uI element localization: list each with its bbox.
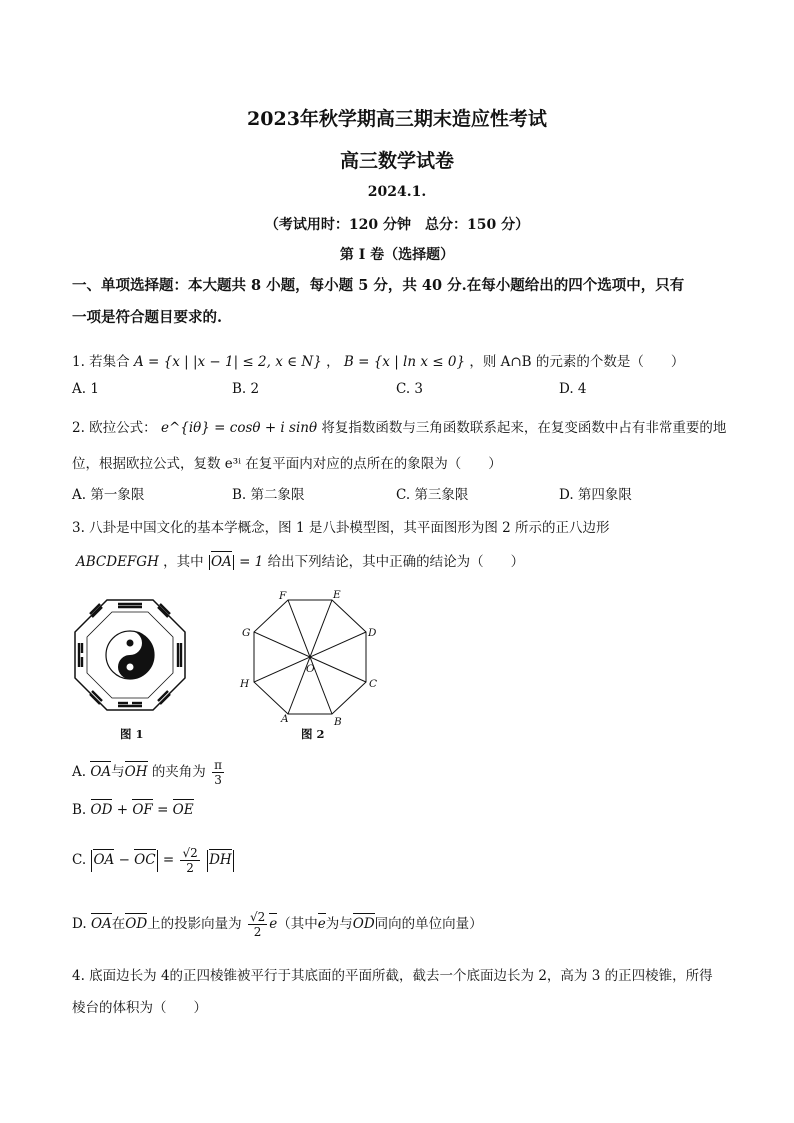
q3-mid: ，其中: [163, 554, 204, 570]
q3-option-d: [72, 910, 483, 939]
q1-comma: ，: [326, 354, 340, 370]
option-c-fraction: $\frac{√2}{2}$: [182, 846, 198, 875]
exam-title: 2023年秋学期高三期末造应性考试: [247, 108, 547, 130]
option-c-minus: −: [118, 852, 130, 868]
option-a-mid: 与: [111, 764, 125, 780]
q1-option-c: C. 3: [396, 381, 424, 397]
q3-option-a: [72, 758, 226, 787]
q3-eq: = 1: [239, 554, 264, 570]
option-c-letter: C.: [72, 852, 87, 868]
option-b-vec-2: OF: [132, 802, 153, 818]
option-c-vec-1: OA: [93, 852, 115, 868]
option-a-tail: 的夹角为: [151, 764, 206, 780]
option-c-vec-2: OC: [134, 852, 156, 868]
vertex-h: H: [240, 678, 250, 690]
exam-subtitle: 高三数学试卷: [339, 150, 454, 172]
option-b-plus: +: [116, 802, 129, 818]
option-a-vec-2: OH: [124, 764, 148, 780]
option-b-vec-3: OE: [172, 802, 194, 818]
question-2-line1: [72, 416, 726, 436]
q1-suffix: ，则 A∩B 的元素的个数是（ ）: [469, 354, 685, 370]
vertex-f: F: [279, 590, 287, 602]
option-b-eq: =: [157, 802, 169, 818]
option-d-unit-vec: e: [269, 916, 278, 932]
q1-option-a: A. 1: [72, 381, 99, 397]
q2-option-a: A. 第一象限: [72, 487, 145, 503]
q1-set-a: A = {x | |x − 1| ≤ 2, x ∈ N}: [133, 354, 322, 370]
exam-info: （考试用时：120 分钟 总分：150 分）: [264, 217, 530, 233]
option-c-eq: =: [162, 852, 175, 868]
q3-vec-oa: OA: [210, 554, 232, 570]
option-d-vec-2: OD: [125, 916, 148, 932]
volume-heading: 第 I 卷（选择题）: [339, 247, 455, 263]
option-d-fraction: $\frac{√2}{2}$: [249, 910, 266, 939]
figure-1-label: 图 1: [120, 727, 144, 741]
section-intro-line1: 一、单项选择题：本大题共 8 小题，每小题 5 分，共 40 分.在每小题给出的四个选项中，只有: [72, 277, 685, 294]
vertex-b: B: [334, 716, 342, 726]
option-d-note-prefix: （其中: [277, 916, 318, 932]
q3-option-b: [72, 802, 194, 818]
option-d-tail: 上的投影向量为: [147, 916, 242, 932]
option-d-note-mid: 为与: [325, 916, 353, 932]
q1-prefix: 1. 若集合: [72, 354, 130, 370]
option-d-vec-1: OA: [90, 916, 112, 932]
section-intro-line2: 一项是符合题目要求的.: [72, 309, 223, 326]
bagua-figure: [74, 598, 186, 720]
question-3-line1: 3. 八卦是中国文化的基本学概念，图 1 是八卦模型图，其平面图形为图 2 所示的正八边形: [72, 520, 610, 536]
q2-formula: e^{iθ} = cosθ + i sinθ: [160, 420, 318, 436]
vertex-g: G: [242, 627, 251, 639]
vertex-c: C: [369, 678, 378, 690]
exam-date: 2024.1.: [367, 184, 427, 200]
octagon-figure: [230, 586, 390, 726]
question-4-line1: 4. 底面边长为 4的正四棱锥被平行于其底面的平面所截，截去一个底面边长为 2，高为 3 的正四棱锥，所得: [72, 968, 713, 984]
question-2-line2: 位，根据欧拉公式，复数 e³ⁱ 在复平面内对应的点所在的象限为（ ）: [72, 456, 502, 472]
q2-option-d: D. 第四象限: [559, 487, 632, 503]
figure-2-label: 图 2: [301, 727, 325, 741]
option-c-vec-3: DH: [209, 852, 232, 868]
q2-option-b: B. 第二象限: [232, 487, 305, 503]
vertex-a: A: [281, 713, 289, 725]
option-d-note-vec: OD: [352, 916, 375, 932]
question-1: [72, 350, 684, 370]
option-d-mid: 在: [111, 916, 126, 932]
option-d-note-suffix: 同向的单位向量）: [374, 916, 483, 932]
q3-suffix: 给出下列结论，其中正确的结论为（ ）: [267, 554, 525, 570]
option-a-vec-1: OA: [90, 764, 112, 780]
q3-polygon: ABCDEFGH: [76, 554, 159, 570]
option-b-letter: B.: [72, 802, 87, 818]
q2-suffix: 将复指数函数与三角函数联系起来，在复变函数中占有非常重要的地: [321, 420, 727, 436]
option-a-fraction: $\frac{\pi}{3}$: [214, 758, 222, 787]
q1-set-b: B = {x | ln x ≤ 0}: [343, 354, 466, 370]
option-a-letter: A.: [72, 764, 87, 780]
center-o: O: [306, 663, 315, 675]
vertex-e: E: [333, 589, 341, 601]
q2-option-c: C. 第三象限: [396, 487, 469, 503]
q2-prefix: 2. 欧拉公式：: [72, 420, 157, 436]
option-d-letter: D.: [72, 916, 87, 932]
option-b-vec-1: OD: [90, 802, 113, 818]
q3-option-c: [72, 846, 235, 875]
question-3-line2: [76, 550, 524, 570]
q1-option-b: B. 2: [232, 381, 260, 397]
question-4-line2: 棱台的体积为（ ）: [72, 1000, 207, 1016]
q1-option-d: D. 4: [559, 381, 587, 397]
option-d-note-e: e: [317, 916, 326, 932]
vertex-d: D: [368, 627, 377, 639]
